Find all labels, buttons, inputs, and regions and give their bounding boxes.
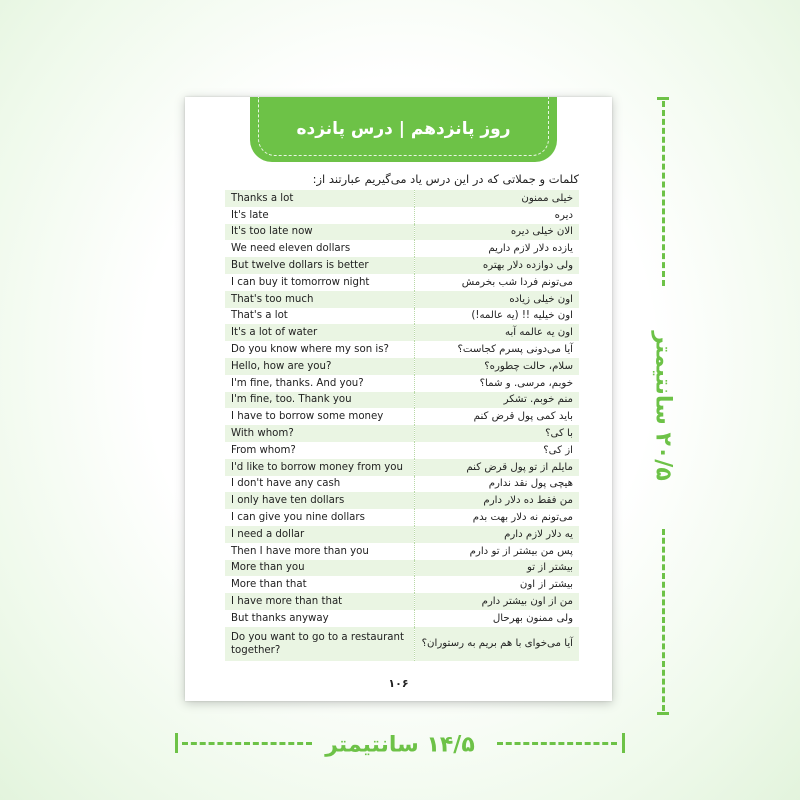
phrase-row bbox=[225, 291, 579, 308]
persian-translation: آیا می‌دونی پسرم کجاست؟ bbox=[457, 344, 573, 356]
english-phrase: I'd like to borrow money from you bbox=[225, 459, 415, 476]
persian-translation: اون خیلیه !! (یه عالمه!) bbox=[471, 310, 573, 322]
phrase-row bbox=[225, 576, 579, 593]
phrase-row bbox=[225, 308, 579, 325]
phrase-row bbox=[225, 509, 579, 526]
english-phrase: It's too late now bbox=[225, 224, 415, 241]
width-dash-line-left bbox=[182, 742, 312, 745]
persian-translation: مایلم از تو پول قرض کنم bbox=[415, 459, 580, 476]
persian-translation: من فقط ده دلار دارم bbox=[415, 492, 580, 509]
phrase-row bbox=[225, 408, 579, 425]
persian-translation: می‌تونم فردا شب بخرمش bbox=[461, 276, 573, 288]
phrase-row bbox=[225, 341, 579, 358]
phrase-row bbox=[225, 392, 579, 409]
phrase-row bbox=[225, 442, 579, 459]
english-phrase: I'm fine, too. Thank you bbox=[225, 392, 415, 409]
english-phrase: I only have ten dollars bbox=[225, 492, 415, 509]
persian-translation: دیره bbox=[554, 209, 573, 221]
persian-translation: باید کمی پول قرض کنم bbox=[473, 411, 573, 423]
english-phrase: I'm fine, thanks. And you? bbox=[225, 375, 415, 392]
english-phrase: Do you know where my son is? bbox=[225, 341, 415, 358]
english-phrase: It's a lot of water bbox=[225, 324, 415, 341]
phrase-row bbox=[225, 274, 579, 291]
phrase-table bbox=[225, 190, 579, 661]
lesson-banner bbox=[250, 97, 557, 162]
english-phrase: I can give you nine dollars bbox=[225, 509, 415, 526]
persian-translation: یه دلار لازم دارم bbox=[415, 526, 580, 543]
english-phrase: But twelve dollars is better bbox=[225, 257, 415, 274]
english-phrase: But thanks anyway bbox=[225, 610, 415, 627]
phrase-row bbox=[225, 358, 579, 375]
english-phrase: I can buy it tomorrow night bbox=[225, 274, 415, 291]
english-phrase: That's a lot bbox=[225, 308, 415, 325]
phrase-row bbox=[225, 190, 579, 207]
phrase-row bbox=[225, 459, 579, 476]
persian-translation: پس من بیشتر از تو دارم bbox=[469, 545, 573, 557]
english-phrase: From whom? bbox=[225, 442, 415, 459]
persian-translation: یازده دلار لازم داریم bbox=[488, 243, 573, 255]
persian-translation: ولی ممنون بهرحال bbox=[492, 612, 573, 624]
persian-translation: هیچی پول نقد ندارم bbox=[488, 478, 573, 490]
page-number: ۱۰۶ bbox=[388, 677, 409, 690]
persian-translation: اون یه عالمه آبه bbox=[415, 324, 580, 341]
height-bottom-tick bbox=[657, 712, 669, 715]
persian-translation: سلام، حالت چطوره؟ bbox=[415, 358, 580, 375]
intro-text: کلمات و جملاتی که در این درس یاد می‌گیریم عبارتند از: bbox=[312, 172, 579, 186]
phrase-row bbox=[225, 610, 579, 627]
width-dash-line-right bbox=[497, 742, 617, 745]
persian-translation: اون خیلی زیاده bbox=[415, 291, 580, 308]
phrase-row bbox=[225, 425, 579, 442]
width-label: ۱۴/۵ سانتیمتر bbox=[325, 732, 475, 758]
persian-translation: بیشتر از اون bbox=[519, 579, 573, 591]
phrase-row bbox=[225, 492, 579, 509]
english-phrase: It's late bbox=[225, 207, 415, 224]
persian-translation: بیشتر از تو bbox=[415, 560, 580, 577]
english-phrase: I need a dollar bbox=[225, 526, 415, 543]
english-phrase: We need eleven dollars bbox=[225, 240, 415, 257]
phrase-row bbox=[225, 375, 579, 392]
persian-translation: می‌تونم نه دلار بهت بدم bbox=[472, 512, 573, 524]
english-phrase: Hello, how are you? bbox=[225, 358, 415, 375]
book-page bbox=[185, 97, 612, 701]
height-label: ۲۰/۵ سانتیمتر bbox=[650, 331, 676, 481]
height-dash-line-bottom bbox=[662, 529, 665, 711]
width-right-tick bbox=[622, 733, 625, 753]
phrase-row bbox=[225, 476, 579, 493]
height-top-tick bbox=[657, 97, 669, 100]
persian-translation: منم خوبم. تشکر bbox=[415, 392, 580, 409]
phrase-row bbox=[225, 257, 579, 274]
persian-translation: الان خیلی دیره bbox=[415, 224, 580, 241]
persian-translation: ولی دوازده دلار بهتره bbox=[415, 257, 580, 274]
english-phrase: Thanks a lot bbox=[225, 190, 415, 207]
phrase-row bbox=[225, 207, 579, 224]
english-phrase: I have more than that bbox=[225, 593, 415, 610]
phrase-row bbox=[225, 526, 579, 543]
english-phrase: With whom? bbox=[225, 425, 415, 442]
english-phrase: I don't have any cash bbox=[225, 476, 415, 493]
english-phrase: That's too much bbox=[225, 291, 415, 308]
english-phrase: Then I have more than you bbox=[225, 543, 415, 560]
persian-translation: از کی؟ bbox=[543, 444, 573, 456]
width-left-tick bbox=[175, 733, 178, 753]
phrase-row bbox=[225, 240, 579, 257]
persian-translation: آیا می‌خوای با هم بریم به رستوران؟ bbox=[415, 627, 580, 661]
persian-translation: خوبم، مرسی. و شما؟ bbox=[479, 377, 573, 389]
phrase-row bbox=[225, 324, 579, 341]
persian-translation: من از اون بیشتر دارم bbox=[415, 593, 580, 610]
persian-translation: با کی؟ bbox=[415, 425, 580, 442]
phrase-row bbox=[225, 560, 579, 577]
lesson-title: روز پانزدهم | درس پانزده bbox=[296, 119, 511, 139]
phrase-row bbox=[225, 593, 579, 610]
english-phrase: I have to borrow some money bbox=[225, 408, 415, 425]
phrase-row bbox=[225, 627, 579, 661]
persian-translation: خیلی ممنون bbox=[415, 190, 580, 207]
english-phrase: More than you bbox=[225, 560, 415, 577]
english-phrase: Do you want to go to a restaurant together? bbox=[225, 627, 415, 661]
english-phrase: More than that bbox=[225, 576, 415, 593]
phrase-row bbox=[225, 224, 579, 241]
height-dash-line-top bbox=[662, 101, 665, 286]
phrase-row bbox=[225, 543, 579, 560]
